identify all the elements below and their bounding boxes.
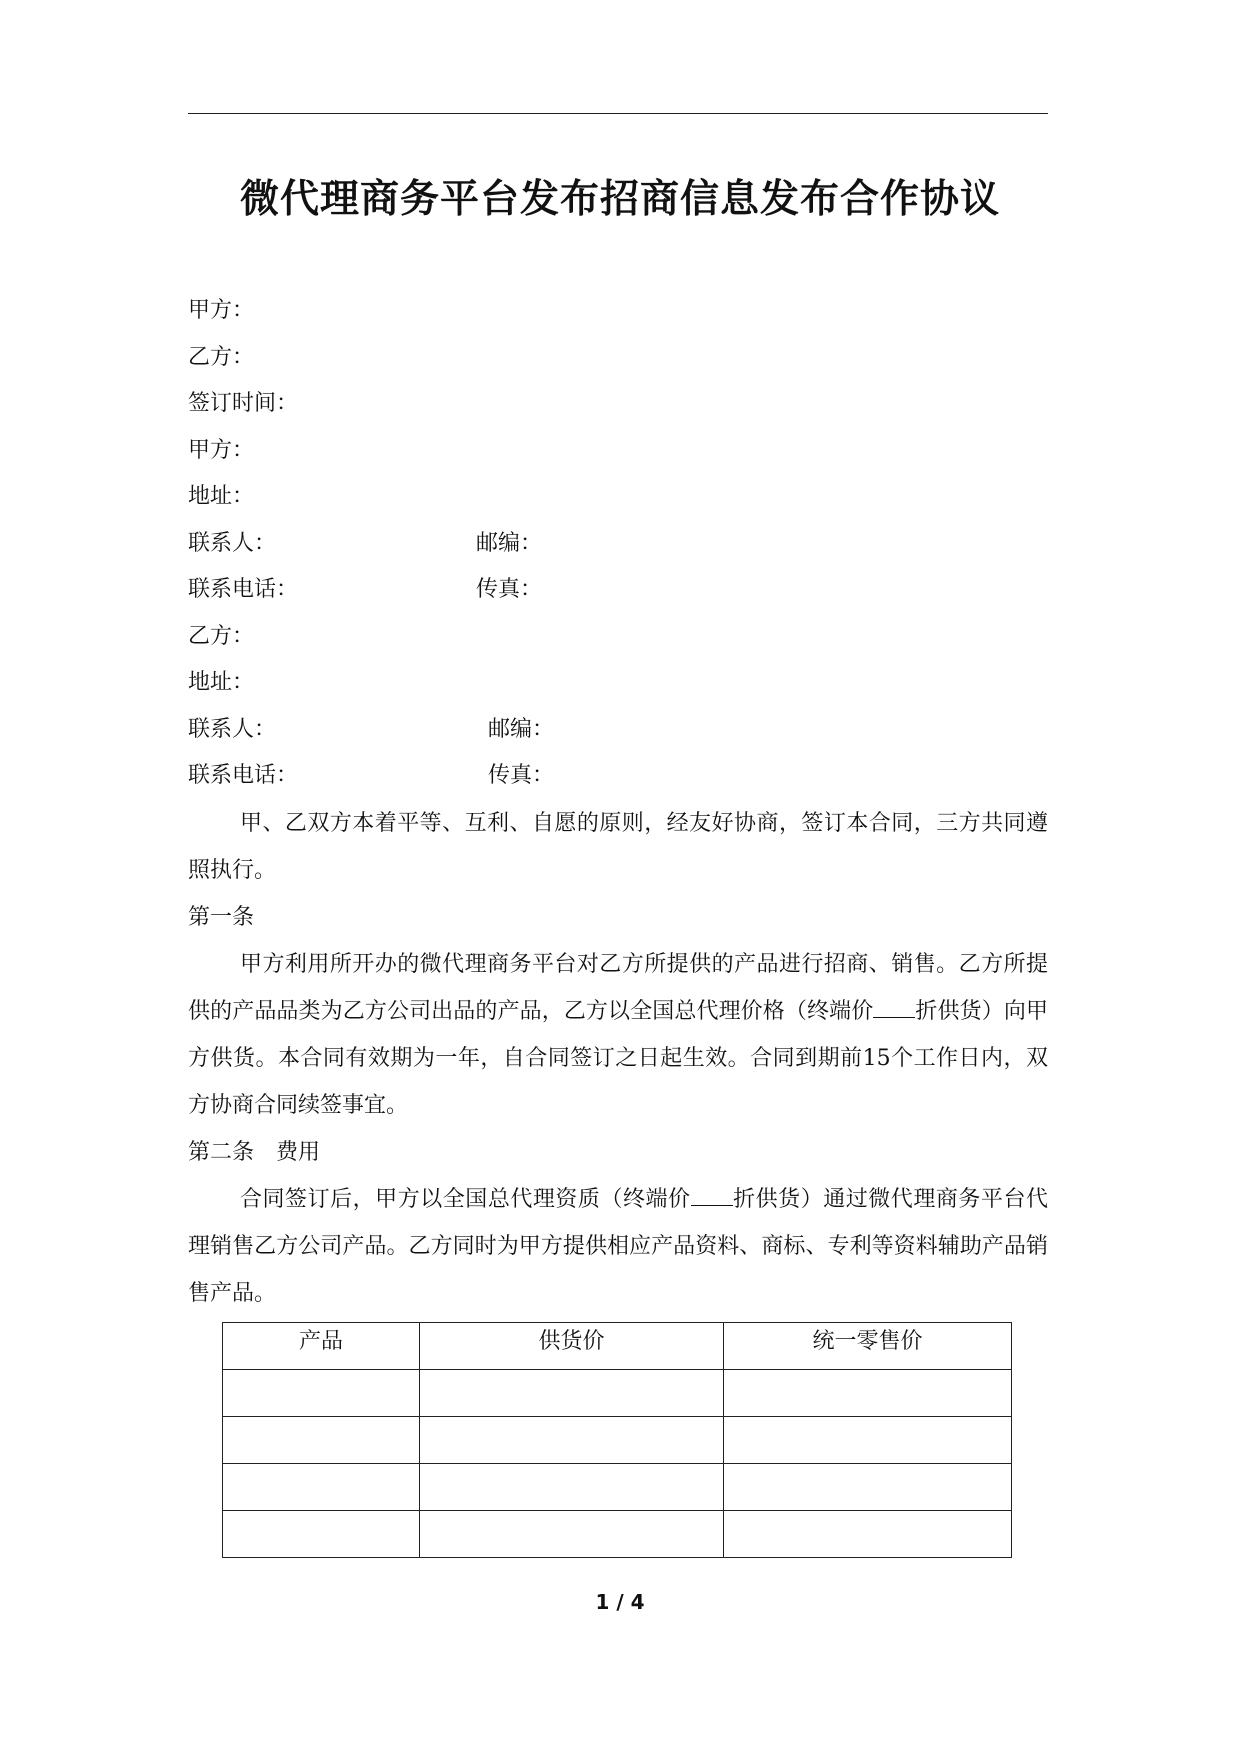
table-cell[interactable] — [724, 1511, 1012, 1558]
table-cell[interactable] — [223, 1464, 420, 1511]
contract-body — [188, 800, 1048, 1317]
field-label-right: 传真： — [488, 763, 555, 788]
field-row — [188, 521, 1048, 568]
field-label: 联系人： — [188, 716, 277, 742]
article-2-text-a: 合同签订后，甲方以全国总代理资质（终端价 — [240, 1187, 691, 1212]
article-2-heading: 第二条 费用 — [188, 1140, 321, 1165]
table-cell[interactable] — [420, 1417, 724, 1464]
field-row — [188, 474, 1048, 521]
field-label-right: 邮编： — [488, 716, 555, 742]
party-fields — [188, 288, 1048, 800]
table-cell[interactable] — [420, 1370, 724, 1417]
header-rule — [188, 113, 1048, 114]
table-cell[interactable] — [724, 1417, 1012, 1464]
table-cell[interactable] — [420, 1511, 724, 1558]
table-row — [223, 1511, 1012, 1558]
intro-paragraph: 甲、乙双方本着平等、互利、自愿的原则，经友好协商，签订本合同，三方共同遵照执行。 — [188, 811, 1048, 883]
field-label: 乙方： — [188, 344, 255, 370]
article-2-text-b: 折供货）通过微代理商务平台代理销售乙方公司产品。乙方同时为甲方提供相应产品资料、商标、专利等资料辅助产品销售产品。 — [188, 1187, 1048, 1306]
table-row — [223, 1417, 1012, 1464]
field-label-right: 邮编： — [476, 530, 543, 556]
field-label: 地址： — [188, 484, 255, 509]
page-number: 1 / 4 — [595, 1590, 645, 1614]
table-cell[interactable] — [724, 1464, 1012, 1511]
field-label: 签订时间： — [188, 391, 299, 416]
field-label: 联系电话： — [188, 763, 299, 788]
field-row — [188, 335, 1048, 382]
field-row — [188, 614, 1048, 661]
field-row — [188, 288, 1048, 335]
table-row — [223, 1464, 1012, 1511]
field-label: 地址： — [188, 670, 255, 695]
field-label: 联系人： — [188, 530, 277, 556]
field-row — [188, 753, 1048, 800]
table-cell[interactable] — [724, 1370, 1012, 1417]
table-row — [223, 1370, 1012, 1417]
table-header-row — [223, 1323, 1012, 1370]
blank-line — [873, 997, 915, 1018]
field-row — [188, 567, 1048, 614]
table-header-cell: 统一零售价 — [724, 1323, 1012, 1370]
table-header-cell: 产品 — [223, 1323, 420, 1370]
table-cell[interactable] — [223, 1511, 420, 1558]
field-row — [188, 381, 1048, 428]
blank-line — [691, 1185, 733, 1206]
field-label: 联系电话： — [188, 577, 299, 602]
article-2-paragraph — [188, 1176, 1048, 1317]
field-row — [188, 707, 1048, 754]
field-row — [188, 660, 1048, 707]
article-1-heading: 第一条 — [188, 905, 255, 930]
field-row — [188, 428, 1048, 475]
field-label: 甲方： — [188, 298, 255, 323]
table-cell[interactable] — [223, 1417, 420, 1464]
field-label-right: 传真： — [476, 577, 543, 602]
table-cell[interactable] — [420, 1464, 724, 1511]
document-title: 微代理商务平台发布招商信息发布合作协议 — [239, 177, 1000, 222]
article-1-text-b: 折供货）向甲方供货。本合同有效期为一年，自合同签订之日起生效。合同到期前15个工作日内，双方协商合同续签事宜。 — [188, 999, 1048, 1118]
field-label: 乙方： — [188, 623, 255, 649]
table-cell[interactable] — [223, 1370, 420, 1417]
article-1-text-a: 甲方利用所开办的微代理商务平台对乙方所提供的产品进行招商、销售。乙方所提供的产品品类为乙方公司出品的产品，乙方以全国总代理价格（终端价 — [188, 952, 1048, 1024]
field-label: 甲方： — [188, 437, 255, 463]
table-header-cell: 供货价 — [420, 1323, 724, 1370]
price-table — [222, 1322, 1012, 1558]
article-1-paragraph — [188, 941, 1048, 1129]
